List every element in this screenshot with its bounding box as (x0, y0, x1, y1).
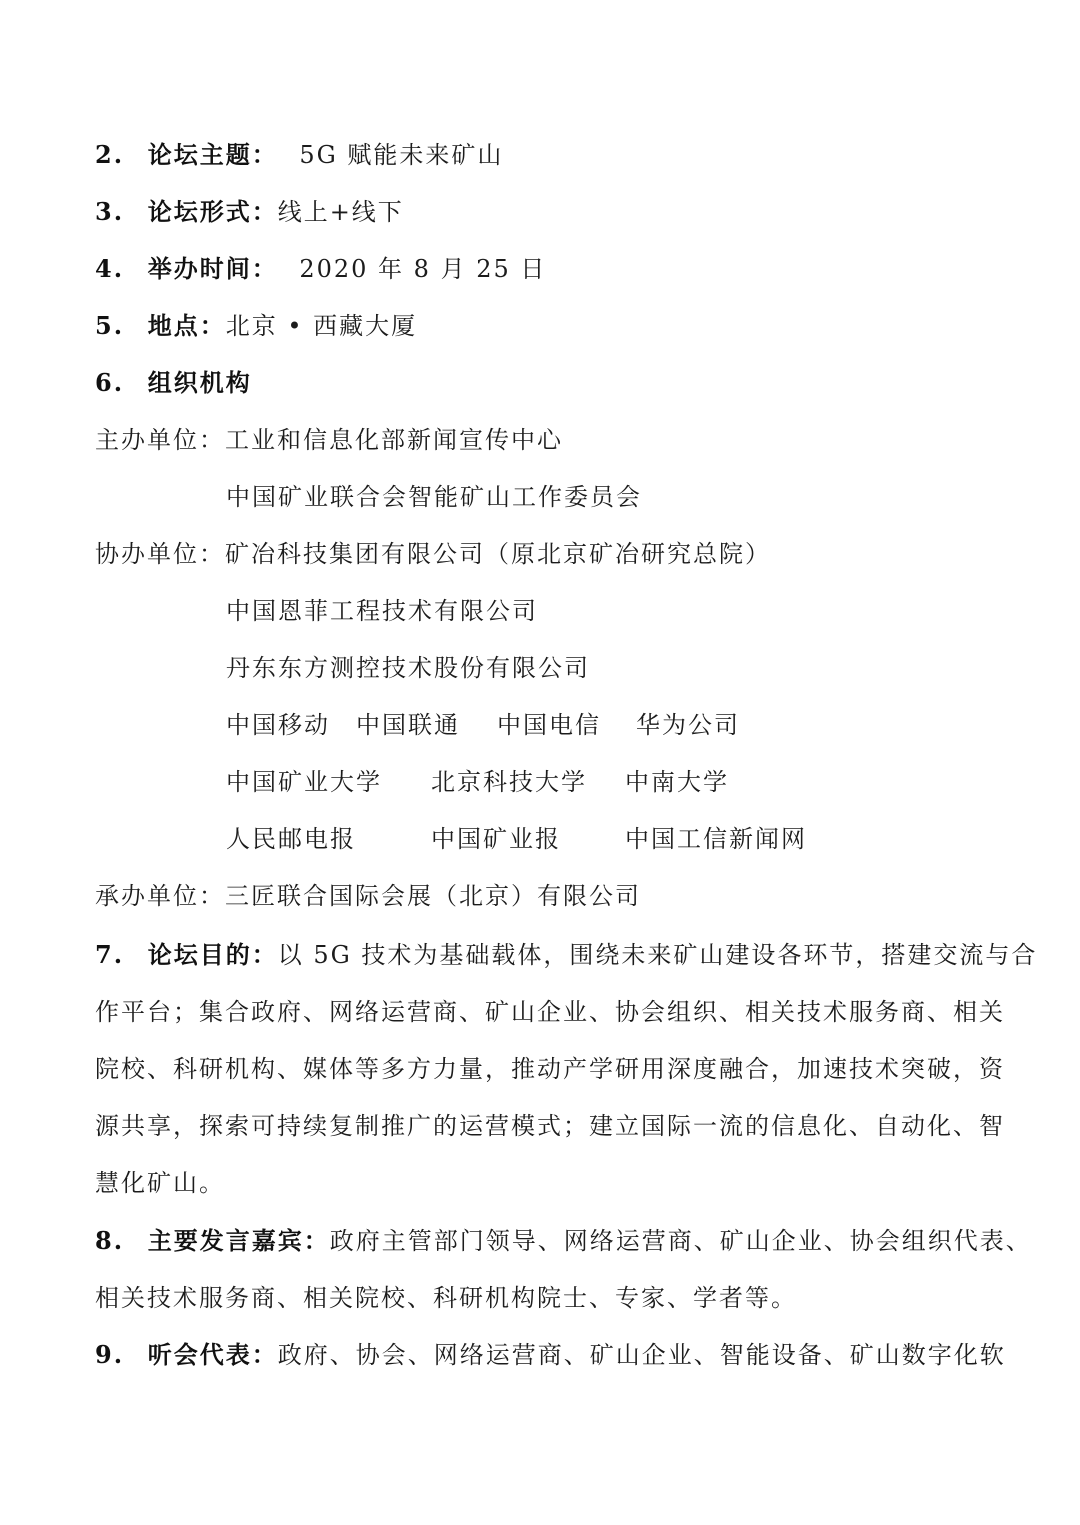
co-org: 华为公司 (636, 711, 740, 739)
item-label: 组织机构 (147, 368, 252, 397)
undertake-org: 三匠联合国际会展（北京）有限公司 (225, 882, 641, 910)
item-label: 主要发言嘉宾： (147, 1226, 330, 1255)
co-label: 协办单位： (95, 540, 225, 568)
item-number: 9. (95, 1340, 125, 1369)
co-org: 中国矿业大学 (226, 768, 382, 796)
co-org: 矿冶科技集团有限公司（原北京矿冶研究总院） (225, 540, 771, 568)
co-org: 中南大学 (625, 768, 729, 796)
host-label: 主办单位： (95, 426, 225, 454)
host-row (226, 482, 642, 512)
item-theme (95, 140, 503, 170)
item-label: 论坛目的： (147, 940, 278, 969)
paragraph-text: 以 5G 技术为基础载体，围绕未来矿山建设各环节，搭建交流与合 (277, 941, 1038, 969)
host-org: 中国矿业联合会智能矿山工作委员会 (226, 483, 642, 511)
item-label: 地点： (147, 311, 226, 340)
co-org: 中国工信新闻网 (625, 825, 807, 853)
item-organization (95, 368, 252, 398)
item-place (95, 311, 417, 341)
co-org: 中国矿业报 (431, 825, 561, 853)
purpose-line: 院校、科研机构、媒体等多方力量，推动产学研用深度融合，加速技术突破，资 (95, 1055, 1005, 1083)
item-value: 线上+线下 (277, 198, 404, 226)
co-org: 人民邮电报 (226, 825, 356, 853)
audience-line (95, 1340, 1006, 1370)
item-label: 听会代表： (147, 1340, 278, 1369)
item-time (95, 254, 546, 284)
item-label: 论坛主题： (147, 140, 278, 169)
item-number: 2. (95, 140, 125, 169)
co-row (226, 653, 590, 683)
host-row (95, 425, 563, 455)
item-number: 8. (95, 1226, 125, 1255)
item-form (95, 197, 404, 227)
co-row (226, 596, 538, 626)
item-number: 3. (95, 197, 125, 226)
co-row (95, 539, 771, 569)
paragraph-text: 政府主管部门领导、网络运营商、矿山企业、协会组织代表、 (329, 1227, 1032, 1255)
co-org: 中国移动 (226, 711, 330, 739)
paragraph-text: 政府、协会、网络运营商、矿山企业、智能设备、矿山数字化软 (277, 1341, 1006, 1369)
item-value: 2020 年 8 月 25 日 (299, 255, 547, 283)
item-number: 4. (95, 254, 125, 283)
undertake-label: 承办单位： (95, 882, 225, 910)
co-org: 中国恩菲工程技术有限公司 (226, 597, 538, 625)
host-org: 工业和信息化部新闻宣传中心 (225, 426, 563, 454)
purpose-line (95, 940, 1037, 970)
speakers-line (95, 1226, 1032, 1256)
purpose-line: 慧化矿山。 (95, 1169, 225, 1197)
co-org: 中国电信 (497, 711, 601, 739)
item-value: 5G 赋能未来矿山 (299, 141, 504, 169)
undertake-row (95, 881, 641, 911)
speakers-line: 相关技术服务商、相关院校、科研机构院士、专家、学者等。 (95, 1284, 797, 1312)
item-number: 6. (95, 368, 125, 397)
item-number: 7. (95, 940, 125, 969)
item-label: 论坛形式： (147, 197, 278, 226)
purpose-line: 作平台；集合政府、网络运营商、矿山企业、协会组织、相关技术服务商、相关 (95, 998, 1005, 1026)
purpose-line: 源共享，探索可持续复制推广的运营模式；建立国际一流的信息化、自动化、智 (95, 1112, 1005, 1140)
co-org: 丹东东方测控技术股份有限公司 (226, 654, 590, 682)
item-value: 北京 • 西藏大厦 (225, 312, 418, 340)
item-label: 举办时间： (147, 254, 278, 283)
co-org: 中国联通 (356, 711, 460, 739)
co-org: 北京科技大学 (431, 768, 587, 796)
item-number: 5. (95, 311, 125, 340)
